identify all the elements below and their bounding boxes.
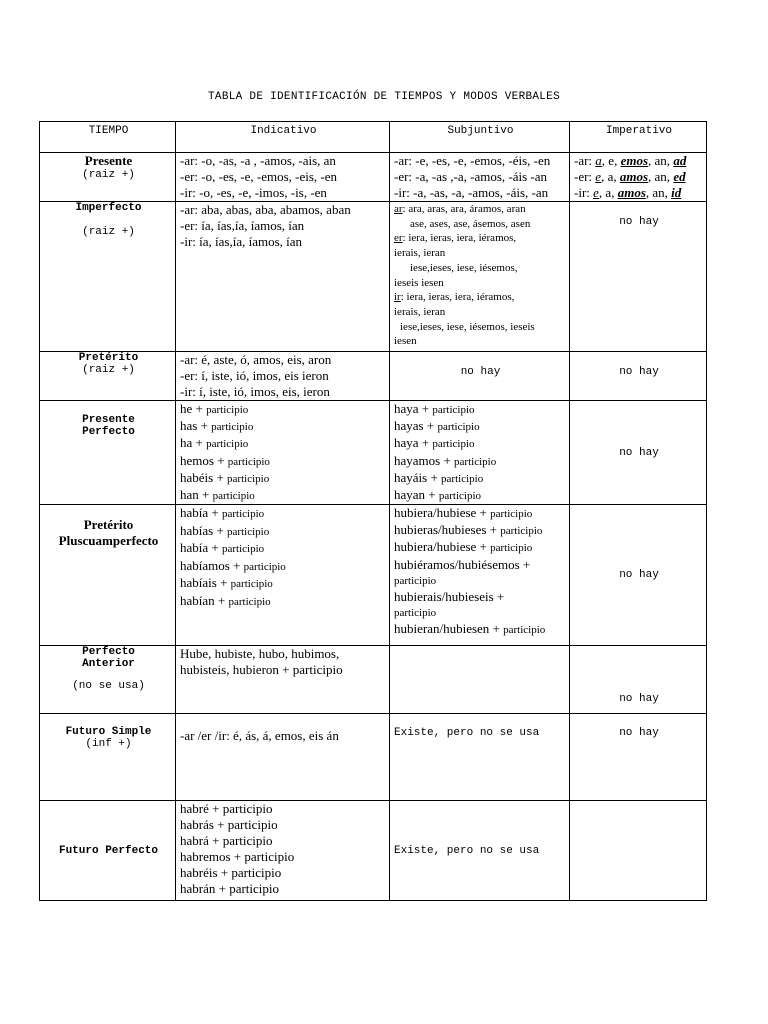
conjugation-line: -er: -o, -es, -e, -emos, -eis, -en xyxy=(180,169,338,184)
conjugation-line xyxy=(180,453,387,470)
conjugation-line: -ar /er /ir: é, ás, á, emos, eis án xyxy=(180,728,339,744)
conjugation-line xyxy=(394,453,567,470)
indicativo-cell xyxy=(176,505,390,646)
label: er xyxy=(394,232,403,245)
forms: : iera, ieras, iera, iéramos, xyxy=(402,232,517,245)
participio: participio xyxy=(454,455,497,468)
tense-name: Presente xyxy=(84,153,133,168)
participio: participio xyxy=(211,421,254,434)
row-perfecto-anterior xyxy=(40,646,707,714)
tense-cell-preterito xyxy=(40,352,176,401)
page-title: TABLA DE IDENTIFICACIÓN DE TIEMPOS Y MODOS VERBALES xyxy=(208,91,560,103)
forms: : ara, aras, ara, áramos, aran xyxy=(402,203,526,215)
ending: amos xyxy=(619,169,649,184)
tense-name: Futuro Simple xyxy=(65,726,152,739)
conjugation-line: -ar: -o, -as, -a , -amos, -ais, an xyxy=(180,153,336,168)
participio: participio xyxy=(437,421,480,434)
aux: hayáis + xyxy=(394,469,442,485)
conjugation-line: hubisteis, hubieron + participio xyxy=(180,662,343,678)
aux: han + xyxy=(180,487,213,503)
conjugation-line: -ir: -a, -as, -a, -amos, -áis, -an xyxy=(394,185,549,200)
aux: hayamos + xyxy=(394,452,455,468)
tense-cell-pluscuamperfecto xyxy=(40,505,176,646)
conjugation-line xyxy=(394,505,567,522)
conjugation-line xyxy=(180,575,387,593)
row-presente-perfecto xyxy=(40,401,707,505)
ending: , a, xyxy=(598,185,618,200)
spacer xyxy=(44,214,173,226)
aux: ha + xyxy=(180,435,207,451)
conjugation-line: habremos + participio xyxy=(180,849,295,865)
tense-name: Perfecto xyxy=(82,426,135,438)
aux: has + xyxy=(180,418,212,434)
conjugation-line: ierais, ieran xyxy=(394,305,446,318)
participio: participio xyxy=(441,472,484,485)
indicativo-cell xyxy=(176,801,390,901)
tense-name: Pretérito xyxy=(83,517,134,533)
tense-name: Presente xyxy=(82,414,135,426)
conjugation-line: iese,ieses, iese, iésemos, ieseis xyxy=(400,320,535,333)
conjugation-line: iese,ieses, iese, iésemos, xyxy=(410,261,518,274)
subjuntivo-cell: no hay xyxy=(390,352,570,401)
prefix: -er: xyxy=(574,169,596,184)
conjugation-line xyxy=(180,470,387,487)
aux: hubieran/hubiesen + xyxy=(394,620,504,636)
conjugation-line xyxy=(180,523,387,541)
imperativo-cell: no hay xyxy=(570,401,707,505)
indicativo-cell xyxy=(176,202,390,352)
participio: participio xyxy=(438,490,482,503)
conjugation-line: habrá + participio xyxy=(180,833,273,849)
imperativo-cell xyxy=(570,153,707,202)
indicativo-cell xyxy=(176,401,390,505)
label: ar xyxy=(394,203,403,215)
ending: , e, xyxy=(601,153,621,168)
conjugation-line: habré + participio xyxy=(180,801,273,817)
header-subjuntivo: Subjuntivo xyxy=(390,122,570,153)
conjugation-line: -er: ía, ías,ía, íamos, ían xyxy=(180,218,305,233)
conjugation-line: hubiéramos/hubiésemos + xyxy=(394,556,531,572)
conjugation-line: hubierais/hubieseis + xyxy=(394,588,505,604)
ending: e xyxy=(593,185,599,200)
tense-cell-imperfecto xyxy=(40,202,176,352)
conjugation-line: -er: -a, -as ,-a, -amos, -áis -an xyxy=(394,169,548,184)
imperativo-cell xyxy=(570,801,707,901)
ending: id xyxy=(671,185,682,200)
ending: ad xyxy=(673,153,687,168)
conjugation-line xyxy=(180,487,387,504)
subjuntivo-cell xyxy=(390,646,570,714)
participio: participio xyxy=(394,574,437,587)
tense-note: (raiz +) xyxy=(82,226,135,238)
aux: habían + xyxy=(180,592,229,608)
ending: emos xyxy=(620,153,649,168)
row-imperfecto xyxy=(40,202,707,352)
aux: habéis + xyxy=(180,469,228,485)
conjugation-line: habrás + participio xyxy=(180,817,278,833)
imperative-line-ar xyxy=(574,153,704,169)
imperativo-cell: no hay xyxy=(570,505,707,646)
conjugation-line: -ir: ía, ías,ía, íamos, ían xyxy=(180,234,303,249)
participio: participio xyxy=(490,508,533,521)
prefix: -ir: xyxy=(574,185,594,200)
ending: , an, xyxy=(648,153,674,168)
aux: hubiera/hubiese + xyxy=(394,505,491,521)
conjugation-line xyxy=(180,540,387,558)
participio: participio xyxy=(490,542,533,555)
conjugation-line xyxy=(394,290,567,305)
row-preterito xyxy=(40,352,707,401)
participio: participio xyxy=(432,404,475,416)
imperative-line-er xyxy=(574,169,704,185)
conjugation-line xyxy=(394,435,567,452)
row-futuro-perfecto xyxy=(40,801,707,901)
participio: participio xyxy=(432,438,475,451)
indicativo-cell xyxy=(176,352,390,401)
ending: ed xyxy=(673,169,686,184)
aux: había + xyxy=(180,505,222,521)
conjugation-line: -ar: -e, -es, -e, -emos, -éis, -en xyxy=(394,153,551,168)
conjugation-line: -ir: í, iste, ió, imos, eis, ieron xyxy=(180,384,330,399)
conjugation-line: -ar: aba, abas, aba, abamos, aban xyxy=(180,202,351,217)
participio: participio xyxy=(228,595,271,608)
label: ir xyxy=(394,291,401,304)
aux: hayas + xyxy=(394,418,438,434)
tense-name: Perfecto xyxy=(82,646,135,659)
header-indicativo: Indicativo xyxy=(176,122,390,153)
tense-note: (raiz +) xyxy=(82,364,135,376)
conjugation-line xyxy=(394,418,567,435)
spacer xyxy=(44,670,173,680)
header-tiempo: TIEMPO xyxy=(40,122,176,153)
participio: participio xyxy=(212,490,255,503)
subjuntivo-cell xyxy=(390,505,570,646)
aux: hubiera/hubiese + xyxy=(394,539,491,555)
subjuntivo-cell: Existe, pero no se usa xyxy=(390,801,570,901)
row-presente xyxy=(40,153,707,202)
participio: participio xyxy=(500,525,543,538)
participio: participio xyxy=(227,525,270,538)
conjugation-line: ieseis iesen xyxy=(394,276,444,289)
conjugation-line: ase, ases, ase, ásemos, asen xyxy=(410,217,531,230)
participio: participio xyxy=(503,623,546,636)
conjugation-line: -er: í, iste, ió, imos, eis ieron xyxy=(180,368,329,383)
conjugation-line xyxy=(394,231,567,246)
conjugation-line xyxy=(180,435,387,452)
participio: participio xyxy=(394,606,437,619)
tense-name: Anterior xyxy=(82,658,135,671)
header-imperativo: Imperativo xyxy=(570,122,707,153)
participio: participio xyxy=(227,472,270,485)
subjuntivo-cell: Existe, pero no se usa xyxy=(390,714,570,801)
conjugation-line: Hube, hubiste, hubo, hubimos, xyxy=(180,646,340,662)
conjugation-line xyxy=(394,401,567,418)
conjugation-line xyxy=(180,401,387,418)
ending: a xyxy=(595,153,602,168)
ending: , an, xyxy=(645,185,672,200)
participio: participio xyxy=(243,560,286,573)
conjugation-line: -ir: -o, -es, -e, -imos, -is, -en xyxy=(180,185,327,200)
indicativo-cell xyxy=(176,714,390,801)
conjugation-line xyxy=(394,202,567,217)
participio: participio xyxy=(206,404,249,416)
indicativo-cell xyxy=(176,646,390,714)
aux: habíamos + xyxy=(180,557,244,573)
tense-name: Pretérito xyxy=(78,352,139,364)
conjugation-line xyxy=(180,505,387,523)
conjugation-line: -ar: é, aste, ó, amos, eis, aron xyxy=(180,352,332,367)
conjugation-line: ierais, ieran xyxy=(394,247,446,260)
conjugation-line xyxy=(394,487,567,504)
conjugation-line xyxy=(180,558,387,576)
participio: participio xyxy=(230,578,273,591)
row-pluscuamperfecto xyxy=(40,505,707,646)
tense-cell-futuro-perfecto: Futuro Perfecto xyxy=(40,801,176,901)
header-row xyxy=(40,122,707,153)
ending: amos xyxy=(617,185,646,200)
imperativo-cell: no hay xyxy=(570,352,707,401)
imperativo-cell: no hay xyxy=(570,646,707,714)
participio: participio xyxy=(227,455,270,468)
tense-cell-futuro-simple xyxy=(40,714,176,801)
tense-name: Pluscuamperfecto xyxy=(58,533,159,549)
aux: habías + xyxy=(180,522,228,538)
participio: participio xyxy=(206,438,249,451)
tense-note: (inf +) xyxy=(85,738,132,751)
conjugation-line xyxy=(394,470,567,487)
ending: e xyxy=(595,169,602,184)
subjuntivo-cell xyxy=(390,401,570,505)
tense-name: Imperfecto xyxy=(75,202,142,214)
aux: haya + xyxy=(394,435,433,451)
imperativo-cell: no hay xyxy=(570,714,707,801)
conjugation-line: iesen xyxy=(394,335,417,348)
participio: participio xyxy=(221,543,265,556)
indicativo-cell xyxy=(176,153,390,202)
aux: había + xyxy=(180,540,222,556)
subjuntivo-cell xyxy=(390,153,570,202)
conjugation-line xyxy=(180,418,387,435)
tense-note: (no se usa) xyxy=(72,680,145,693)
conjugation-line: habréis + participio xyxy=(180,865,282,881)
aux: haya + xyxy=(394,401,433,416)
tense-cell-perfecto-anterior xyxy=(40,646,176,714)
conjugation-line xyxy=(394,522,567,539)
aux: hubieras/hubieses + xyxy=(394,522,501,538)
row-futuro-simple xyxy=(40,714,707,801)
conjugation-line xyxy=(394,621,567,638)
verb-table xyxy=(39,121,707,901)
conjugation-line xyxy=(180,593,387,611)
prefix: -ar: xyxy=(574,153,596,168)
ending: , a, xyxy=(601,169,620,184)
subjuntivo-cell xyxy=(390,202,570,352)
conjugation-line xyxy=(394,539,567,556)
aux: he + xyxy=(180,401,207,416)
conjugation-line: habrán + participio xyxy=(180,881,280,897)
imperativo-cell: no hay xyxy=(570,202,707,352)
ending: , an, xyxy=(648,169,674,184)
forms: : iera, ieras, iera, iéramos, xyxy=(400,291,515,304)
aux: hayan + xyxy=(394,487,439,503)
imperative-line-ir xyxy=(574,185,704,201)
tense-cell-presente-perfecto xyxy=(40,401,176,505)
tense-note: (raiz +) xyxy=(82,169,135,181)
aux: hemos + xyxy=(180,452,228,468)
aux: habíais + xyxy=(180,575,231,591)
tense-cell-presente xyxy=(40,153,176,202)
participio: participio xyxy=(221,508,265,521)
